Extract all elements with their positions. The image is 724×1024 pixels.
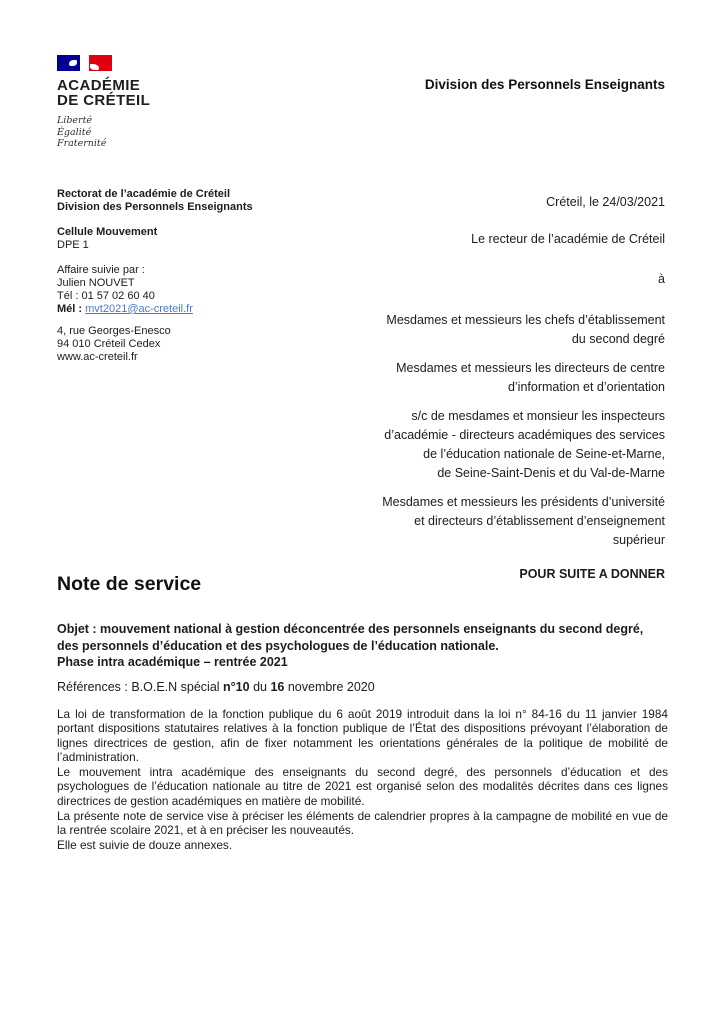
subject-line1: Objet : mouvement national à gestion déconcentrée des personnels enseignants du second degré, bbox=[57, 622, 644, 636]
references-post: novembre 2020 bbox=[284, 679, 375, 694]
recipient-group-chefs bbox=[325, 311, 665, 349]
flag-blue-block bbox=[57, 55, 80, 71]
email-link[interactable]: mvt2021@ac-creteil.fr bbox=[85, 303, 193, 315]
academie-creteil-logo bbox=[57, 55, 150, 150]
subject-block bbox=[57, 621, 668, 671]
sender-title: Le recteur de l’académie de Créteil bbox=[471, 232, 665, 246]
sender-org-line1: Rectorat de l’académie de Créteil bbox=[57, 188, 231, 200]
contact-label: Affaire suivie par : bbox=[57, 264, 145, 276]
republic-motto bbox=[57, 115, 150, 150]
sender-org-line2: Division des Personnels Enseignants bbox=[57, 201, 253, 213]
recipient-line: du second degré bbox=[571, 332, 665, 346]
subject-line2: des personnels d’éducation et des psychologues de l’éducation nationale. bbox=[57, 638, 499, 653]
references-mid: du bbox=[249, 679, 271, 694]
address-line1: 4, rue Georges-Enesco bbox=[57, 325, 171, 337]
contact-phone: Tél : 01 57 02 60 40 bbox=[57, 290, 155, 302]
note-title: Note de service bbox=[57, 573, 202, 595]
recipient-line: d’information et d’orientation bbox=[507, 380, 665, 394]
to-word: à bbox=[658, 272, 665, 286]
body-paragraph-4: Elle est suivie de douze annexes. bbox=[57, 837, 233, 852]
motto-liberte: Liberté bbox=[57, 115, 93, 126]
body-paragraph-1: La loi de transformation de la fonction publique du 6 août 2019 introduit dans la loi n° 84-16 du 11 janvier 1984 portant dispositions statutaires relatives à la fonction publique de l’État des dispositions prévoyant l’élaboration de lignes directrices de gestion, afin de fixer notamment les orientations générales de la politique de mobilité de l’administration. bbox=[57, 706, 668, 765]
body-paragraph-2: Le mouvement intra académique des enseignants du second degré, des personnels d’éducation et des psychologues de l’éducation nationale au titre de 2021 est organisé selon des modalités décrites dans ces lignes directrices de gestion académiques en matière de mobilité. bbox=[57, 764, 668, 809]
motto-fraternite: Fraternité bbox=[57, 138, 107, 149]
motto-egalite: Égalité bbox=[57, 126, 92, 138]
website-text: www.ac-creteil.fr bbox=[57, 351, 138, 363]
french-flag-icon bbox=[57, 55, 150, 71]
date-line: Créteil, le 24/03/2021 bbox=[546, 195, 665, 209]
academy-name-line1: ACADÉMIE bbox=[57, 77, 141, 94]
recipient-group-presidents bbox=[325, 493, 665, 550]
note-de-service-section bbox=[57, 573, 668, 852]
references-line bbox=[57, 680, 668, 694]
action-required-note: POUR SUITE A DONNER bbox=[519, 567, 665, 581]
note-body bbox=[57, 707, 668, 853]
recipient-line: de Seine-Saint-Denis et du Val-de-Marne bbox=[437, 466, 665, 480]
email-label: Mél : bbox=[57, 303, 86, 315]
recipient-line: d’académie - directeurs académiques des services bbox=[384, 428, 665, 442]
body-paragraph-3: La présente note de service vise à préciser les éléments de calendrier propres à la campagne de mobilité en vue de la rentrée scolaire 2021, et à en préciser les nouveautés. bbox=[57, 808, 668, 838]
recipient-block bbox=[325, 193, 665, 584]
recipient-line: Mesdames et messieurs les présidents d’université bbox=[382, 495, 665, 509]
recipient-line: et directeurs d’établissement d’enseignement bbox=[414, 514, 665, 528]
academy-name-line2: DE CRÉTEIL bbox=[57, 92, 151, 109]
references-prefix: Références : B.O.E.N spécial bbox=[57, 679, 224, 694]
flag-red-block bbox=[89, 55, 112, 71]
recipient-line: Mesdames et messieurs les chefs d’établissement bbox=[386, 313, 665, 327]
sender-unit-code: DPE 1 bbox=[57, 239, 89, 251]
sender-info-block bbox=[57, 188, 317, 364]
recipient-line: de l’éducation nationale de Seine-et-Marne, bbox=[423, 447, 665, 461]
references-number: n°10 bbox=[223, 679, 250, 694]
sender-unit: Cellule Mouvement bbox=[57, 226, 158, 238]
division-header-title: Division des Personnels Enseignants bbox=[424, 77, 665, 92]
recipient-group-inspecteurs bbox=[325, 407, 665, 483]
recipient-line: s/c de mesdames et monsieur les inspecteurs bbox=[411, 409, 665, 423]
references-day: 16 bbox=[270, 679, 285, 694]
recipient-line: supérieur bbox=[612, 533, 665, 547]
contact-email-line bbox=[57, 303, 317, 316]
contact-name: Julien NOUVET bbox=[57, 277, 135, 289]
recipient-line: Mesdames et messieurs les directeurs de centre bbox=[396, 361, 665, 375]
subject-line3-phase: Phase intra académique – rentrée 2021 bbox=[57, 655, 288, 669]
address-line2: 94 010 Créteil Cedex bbox=[57, 338, 161, 350]
recipient-group-directeurs-cio bbox=[325, 359, 665, 397]
